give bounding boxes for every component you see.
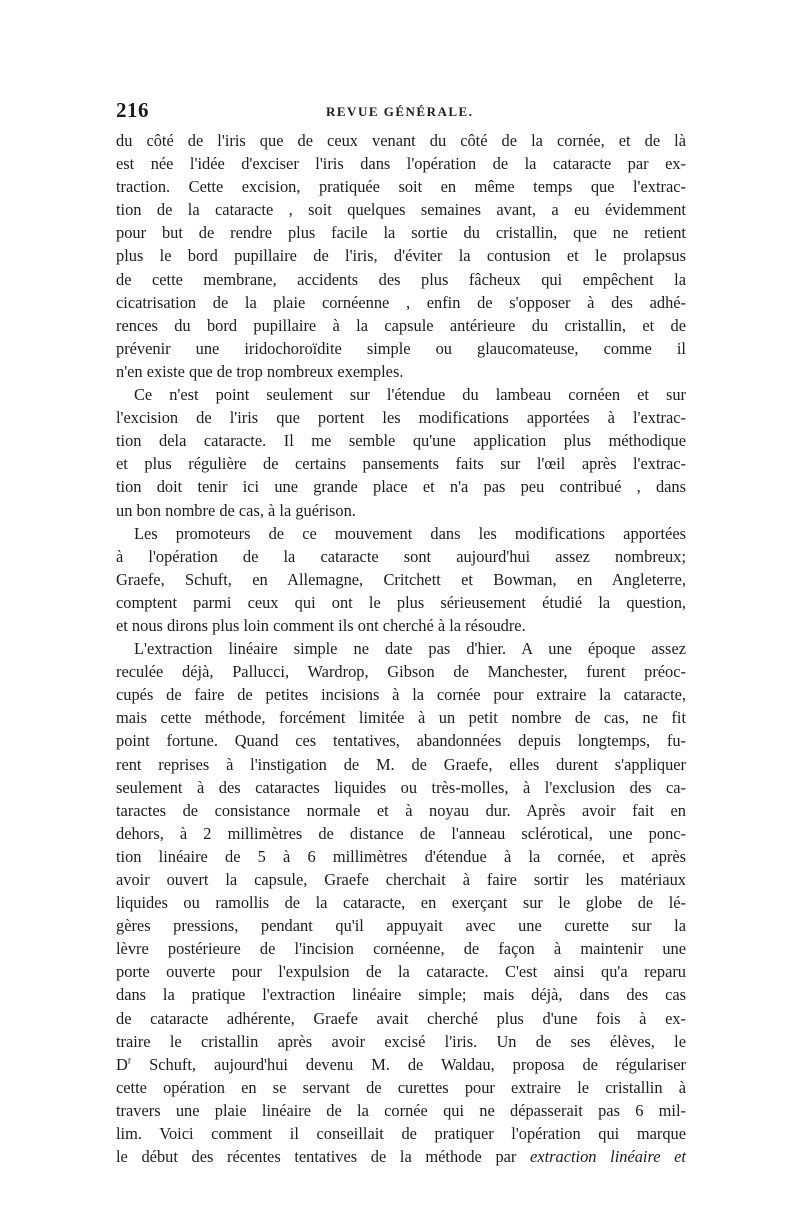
text-line: point fortune. Quand ces tentatives, abandonnées depuis longtemps, fu- bbox=[116, 731, 686, 751]
text-line: tion dela cataracte. Il me semble qu'une application plus méthodique bbox=[116, 431, 686, 451]
line-start: le début des récentes tentatives de la méthode par bbox=[116, 1147, 517, 1167]
text-line: gères pressions, pendant qu'il appuyait avec une curette sur la bbox=[116, 916, 686, 936]
body-text bbox=[116, 129, 686, 1168]
line-continuation: Schuft, aujourd'hui devenu M. de Waldau, proposa de régulariser bbox=[131, 1054, 686, 1074]
text-line: taractes de consistance normale et à noyau dur. Après avoir fait en bbox=[116, 800, 686, 820]
text-line: dans la pratique l'extraction linéaire simple; mais déjà, dans des cas bbox=[116, 985, 686, 1005]
text-line: seulement à des cataractes liquides ou très-molles, à l'exclusion des ca- bbox=[116, 777, 686, 797]
italic-term: extraction linéaire et bbox=[530, 1147, 686, 1167]
text-line: de cette membrane, accidents des plus fâcheux qui empêchent la bbox=[116, 269, 686, 289]
text-line: à l'opération de la cataracte sont aujourd'hui assez nombreux; bbox=[116, 546, 686, 566]
running-title: REVUE GÉNÉRALE. bbox=[326, 104, 474, 119]
text-line: et plus régulière de certains pansements faits sur l'œil après l'extrac- bbox=[116, 454, 686, 474]
text-line: liquides ou ramollis de la cataracte, en exerçant sur le globe de lé- bbox=[116, 893, 686, 913]
paragraph-start-line: Les promoteurs de ce mouvement dans les modifications apportées bbox=[134, 523, 686, 543]
text-line: lim. Voici comment il conseillait de pratiquer l'opération qui marque bbox=[116, 1124, 686, 1144]
text-line: cupés de faire de petites incisions à la cornée pour extraire la cataracte, bbox=[116, 685, 686, 705]
paragraph-start-line: L'extraction linéaire simple ne date pas d'hier. A une époque assez bbox=[134, 639, 686, 659]
text-line: cicatrisation de la plaie cornéenne , enfin de s'opposer à des adhé- bbox=[116, 292, 686, 312]
superscript: r bbox=[127, 1055, 132, 1067]
text-line: est née l'idée d'exciser l'iris dans l'opération de la cataracte par ex- bbox=[116, 154, 686, 174]
text-line: comptent parmi ceux qui ont le plus sérieusement étudié la question, bbox=[116, 592, 686, 612]
doctor-abbrev: D bbox=[116, 1054, 128, 1074]
text-line: et nous dirons plus loin comment ils ont cherché à la résoudre. bbox=[116, 615, 526, 635]
paragraph-start-line: Ce n'est point seulement sur l'étendue du lambeau cornéen et sur bbox=[134, 385, 686, 405]
text-line: rent reprises à l'instigation de M. de Graefe, elles durent s'appliquer bbox=[116, 754, 686, 774]
text-line: l'excision de l'iris que portent les modifications apportées à l'extrac- bbox=[116, 408, 686, 428]
page-number: 216 bbox=[116, 98, 149, 122]
text-line: cette opération en se servant de curettes pour extraire le cristallin à bbox=[116, 1077, 686, 1097]
text-line: prévenir une iridochoroïdite simple ou glaucomateuse, comme il bbox=[116, 338, 686, 358]
text-line: tion linéaire de 5 à 6 millimètres d'étendue à la cornée, et après bbox=[116, 846, 686, 866]
text-line: mais cette méthode, forcément limitée à un petit nombre de cas, ne fit bbox=[116, 708, 686, 728]
text-line: avoir ouvert la capsule, Graefe cherchait à faire sortir les matériaux bbox=[116, 870, 686, 889]
text-line: de cataracte adhérente, Graefe avait cherché plus d'une fois à ex- bbox=[116, 1008, 686, 1028]
text-line: tion doit tenir ici une grande place et n'a pas peu contribué , dans bbox=[116, 477, 686, 497]
text-line: dehors, à 2 millimètres de distance de l'anneau sclérotical, une ponc- bbox=[116, 823, 686, 843]
text-line: un bon nombre de cas, à la guérison. bbox=[116, 500, 356, 520]
text-line bbox=[116, 1145, 686, 1168]
text-line: rences du bord pupillaire à la capsule antérieure du cristallin, et de bbox=[116, 315, 686, 335]
text-line: porte ouverte pour l'expulsion de la cataracte. C'est ainsi qu'a reparu bbox=[116, 962, 686, 982]
text-line: travers une plaie linéaire de la cornée qui ne dépasserait pas 6 mil- bbox=[116, 1100, 686, 1120]
text-line: lèvre postérieure de l'incision cornéenne, de façon à maintenir une bbox=[116, 939, 686, 959]
text-line: Graefe, Schuft, en Allemagne, Critchett et Bowman, en Angleterre, bbox=[116, 569, 686, 589]
text-line: du côté de l'iris que de ceux venant du côté de la cornée, et de là bbox=[116, 131, 686, 150]
text-line: traire le cristallin après avoir excisé l'iris. Un de ses élèves, le bbox=[116, 1031, 686, 1051]
text-line: pour but de rendre plus facile la sortie du cristallin, que ne retient bbox=[116, 223, 686, 243]
text-line: tion de la cataracte , soit quelques semaines avant, a eu évidemment bbox=[116, 200, 686, 220]
text-line: reculée déjà, Pallucci, Wardrop, Gibson de Manchester, furent préoc- bbox=[116, 662, 686, 682]
page-header bbox=[116, 98, 686, 128]
text-line: n'en existe que de trop nombreux exemples. bbox=[116, 361, 404, 381]
text-line bbox=[116, 1053, 686, 1076]
text-line: traction. Cette excision, pratiquée soit en même temps que l'extrac- bbox=[116, 177, 686, 197]
text-line: plus le bord pupillaire de l'iris, d'éviter la contusion et le prolapsus bbox=[116, 246, 686, 266]
